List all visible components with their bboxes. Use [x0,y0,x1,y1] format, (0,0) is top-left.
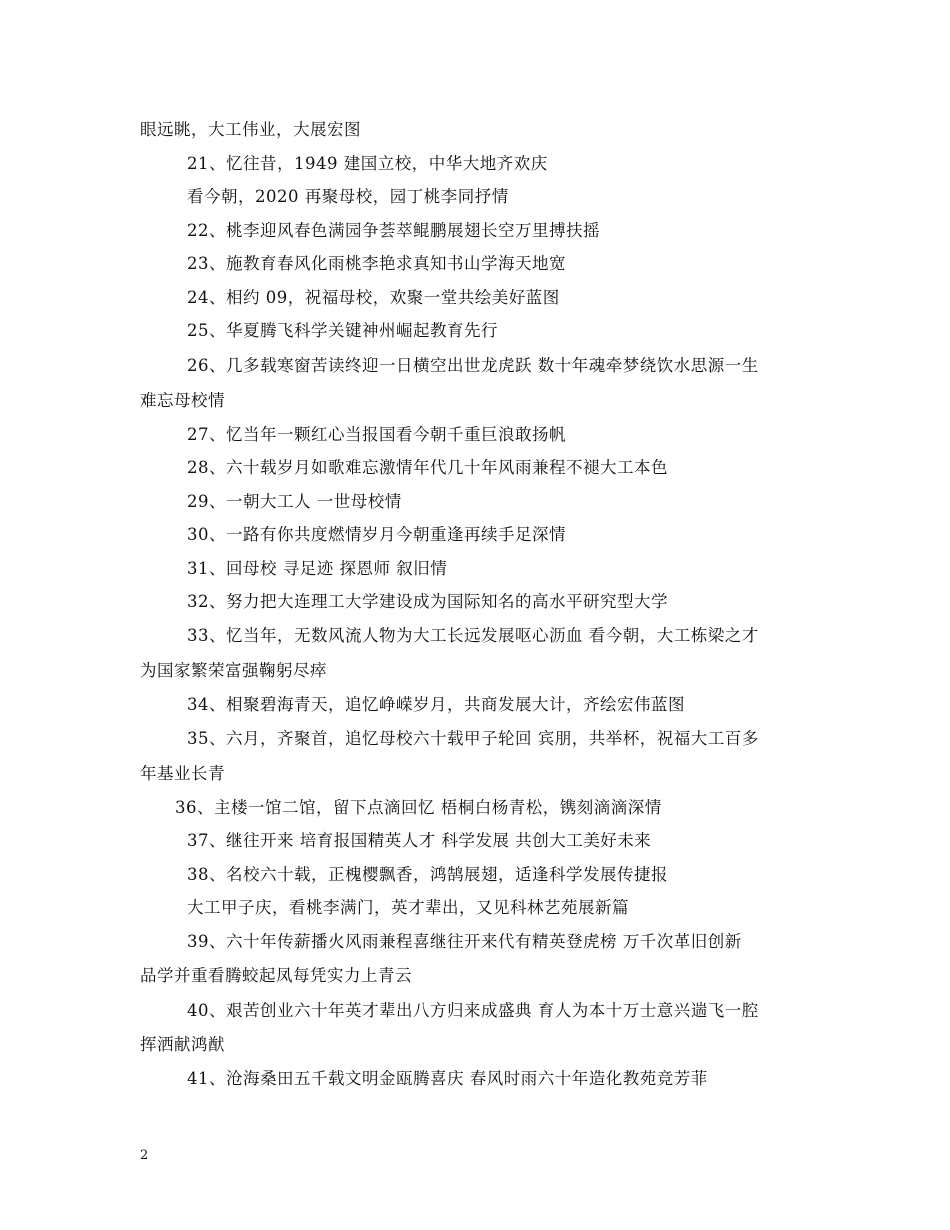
text-line: 年基业长青 [140,764,225,783]
text-line: 29、一朝大工人 一世母校情 [187,492,402,511]
text-line: 30、一路有你共度燃情岁月今朝重逢再续手足深情 [187,525,566,544]
text-line: 品学并重看腾蛟起凤每凭实力上青云 [140,966,412,985]
text-line: 27、忆当年一颗红心当报国看今朝千重巨浪敢扬帆 [187,425,566,444]
text-line: 眼远眺，大工伟业，大展宏图 [140,120,361,139]
text-line: 40、艰苦创业六十年英才辈出八方归来成盛典 育人为本十万士意兴遄飞一腔 [187,1001,759,1020]
text-line: 37、继往开来 培育报国精英人才 科学发展 共创大工美好未来 [187,831,652,850]
text-line: 24、相约 09，祝福母校，欢聚一堂共绘美好蓝图 [187,288,560,307]
text-line: 难忘母校情 [140,391,225,410]
text-line: 25、华夏腾飞科学关键神州崛起教育先行 [187,321,498,340]
text-line: 大工甲子庆，看桃李满门，英才辈出，又见科林艺苑展新篇 [187,898,629,917]
text-line: 看今朝，2020 再聚母校，园丁桃李同抒情 [187,187,509,206]
text-line: 39、六十年传薪播火风雨兼程喜继往开来代有精英登虎榜 万千次革旧创新 [187,932,742,951]
text-line: 36、主楼一馆二馆，留下点滴回忆 梧桐白杨青松，镌刻滴滴深情 [175,798,662,817]
text-line: 35、六月，齐聚首，追忆母校六十载甲子轮回 宾朋，共举杯，祝福大工百多 [187,729,759,748]
text-line: 31、回母校 寻足迹 探恩师 叙旧情 [187,559,448,578]
text-line: 41、沧海桑田五千载文明金瓯腾喜庆 春风时雨六十年造化教苑竞芳菲 [187,1069,708,1088]
text-line: 34、相聚碧海青天，追忆峥嵘岁月，共商发展大计，齐绘宏伟蓝图 [187,695,685,714]
page-number: 2 [140,1148,149,1163]
text-line: 22、桃李迎风春色满园争荟萃鲲鹏展翅长空万里搏扶摇 [187,221,600,240]
text-line: 28、六十载岁月如歌难忘激情年代几十年风雨兼程不褪大工本色 [187,458,668,477]
text-line: 挥洒献鸿猷 [140,1035,225,1054]
text-line: 33、忆当年，无数风流人物为大工长远发展呕心沥血 看今朝，大工栋梁之才 [187,626,759,645]
text-line: 为国家繁荣富强鞠躬尽瘁 [140,661,327,680]
text-line: 38、名校六十载，正槐樱飘香，鸿鹄展翅，适逢科学发展传捷报 [187,865,668,884]
text-line: 21、忆往昔，1949 建国立校，中华大地齐欢庆 [187,154,548,173]
text-line: 23、施教育春风化雨桃李艳求真知书山学海天地宽 [187,254,566,273]
text-line: 32、努力把大连理工大学建设成为国际知名的高水平研究型大学 [187,592,668,611]
text-line: 26、几多载寒窗苦读终迎一日横空出世龙虎跃 数十年魂牵梦绕饮水思源一生 [187,356,759,375]
